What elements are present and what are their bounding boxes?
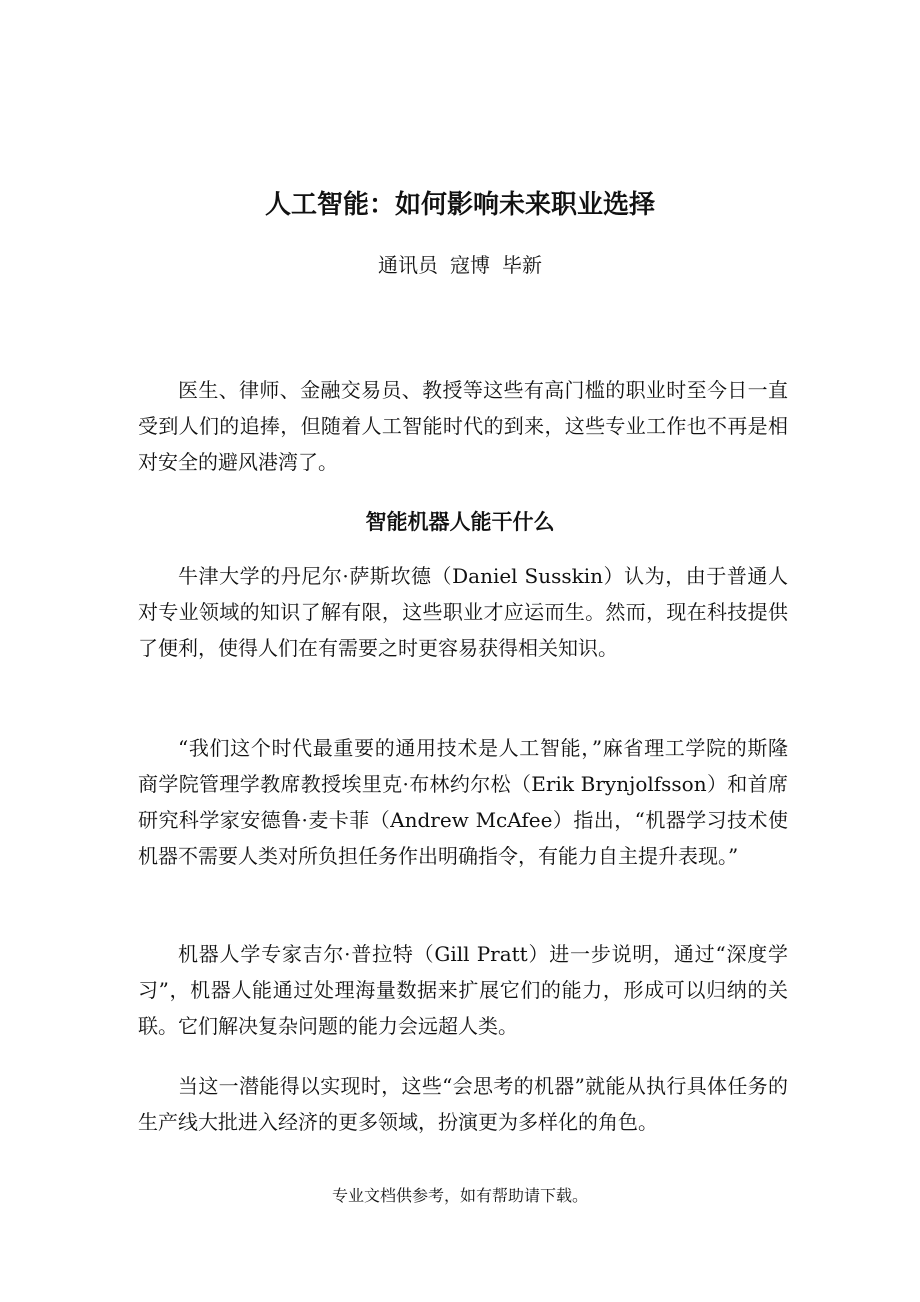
article-byline: 通讯员 寇博 毕新	[377, 253, 543, 277]
body-paragraph: “我们这个时代最重要的通用技术是人工智能，”麻省理工学院的斯隆商学院管理学教席教授埃里克·布林约尔松（Erik Brynjolfsson）和首席研究科学家安德鲁·麦卡菲（Andrew McAfee）指出，“机器学习技术使机器不需要人类对所负担任务作出明确指令，有能力自主提升表现。”	[138, 736, 788, 868]
body-paragraph: 牛津大学的丹尼尔·萨斯坎德（Daniel Susskin）认为，由于普通人对专业领域的知识了解有限，这些职业才应运而生。然而，现在科技提供了便利，使得人们在有需要之时更容易获得相关知识。	[138, 564, 788, 660]
footer-note: 专业文档供参考，如有帮助请下载。	[331, 1186, 588, 1205]
body-paragraph: 机器人学专家吉尔·普拉特（Gill Pratt）进一步说明，通过“深度学习”，机器人能通过处理海量数据来扩展它们的能力，形成可以归纳的关联。它们解决复杂问题的能力会远超人类。	[138, 942, 788, 1038]
intro-paragraph: 医生、律师、金融交易员、教授等这些有高门槛的职业时至今日一直受到人们的追捧，但随着人工智能时代的到来，这些专业工作也不再是相对安全的避风港湾了。	[138, 378, 788, 474]
body-paragraph: 当这一潜能得以实现时，这些“会思考的机器”就能从执行具体任务的生产线大批进入经济的更多领域，扮演更为多样化的角色。	[138, 1074, 788, 1134]
article-title: 人工智能：如何影响未来职业选择	[264, 190, 655, 220]
section-heading: 智能机器人能干什么	[365, 510, 555, 534]
